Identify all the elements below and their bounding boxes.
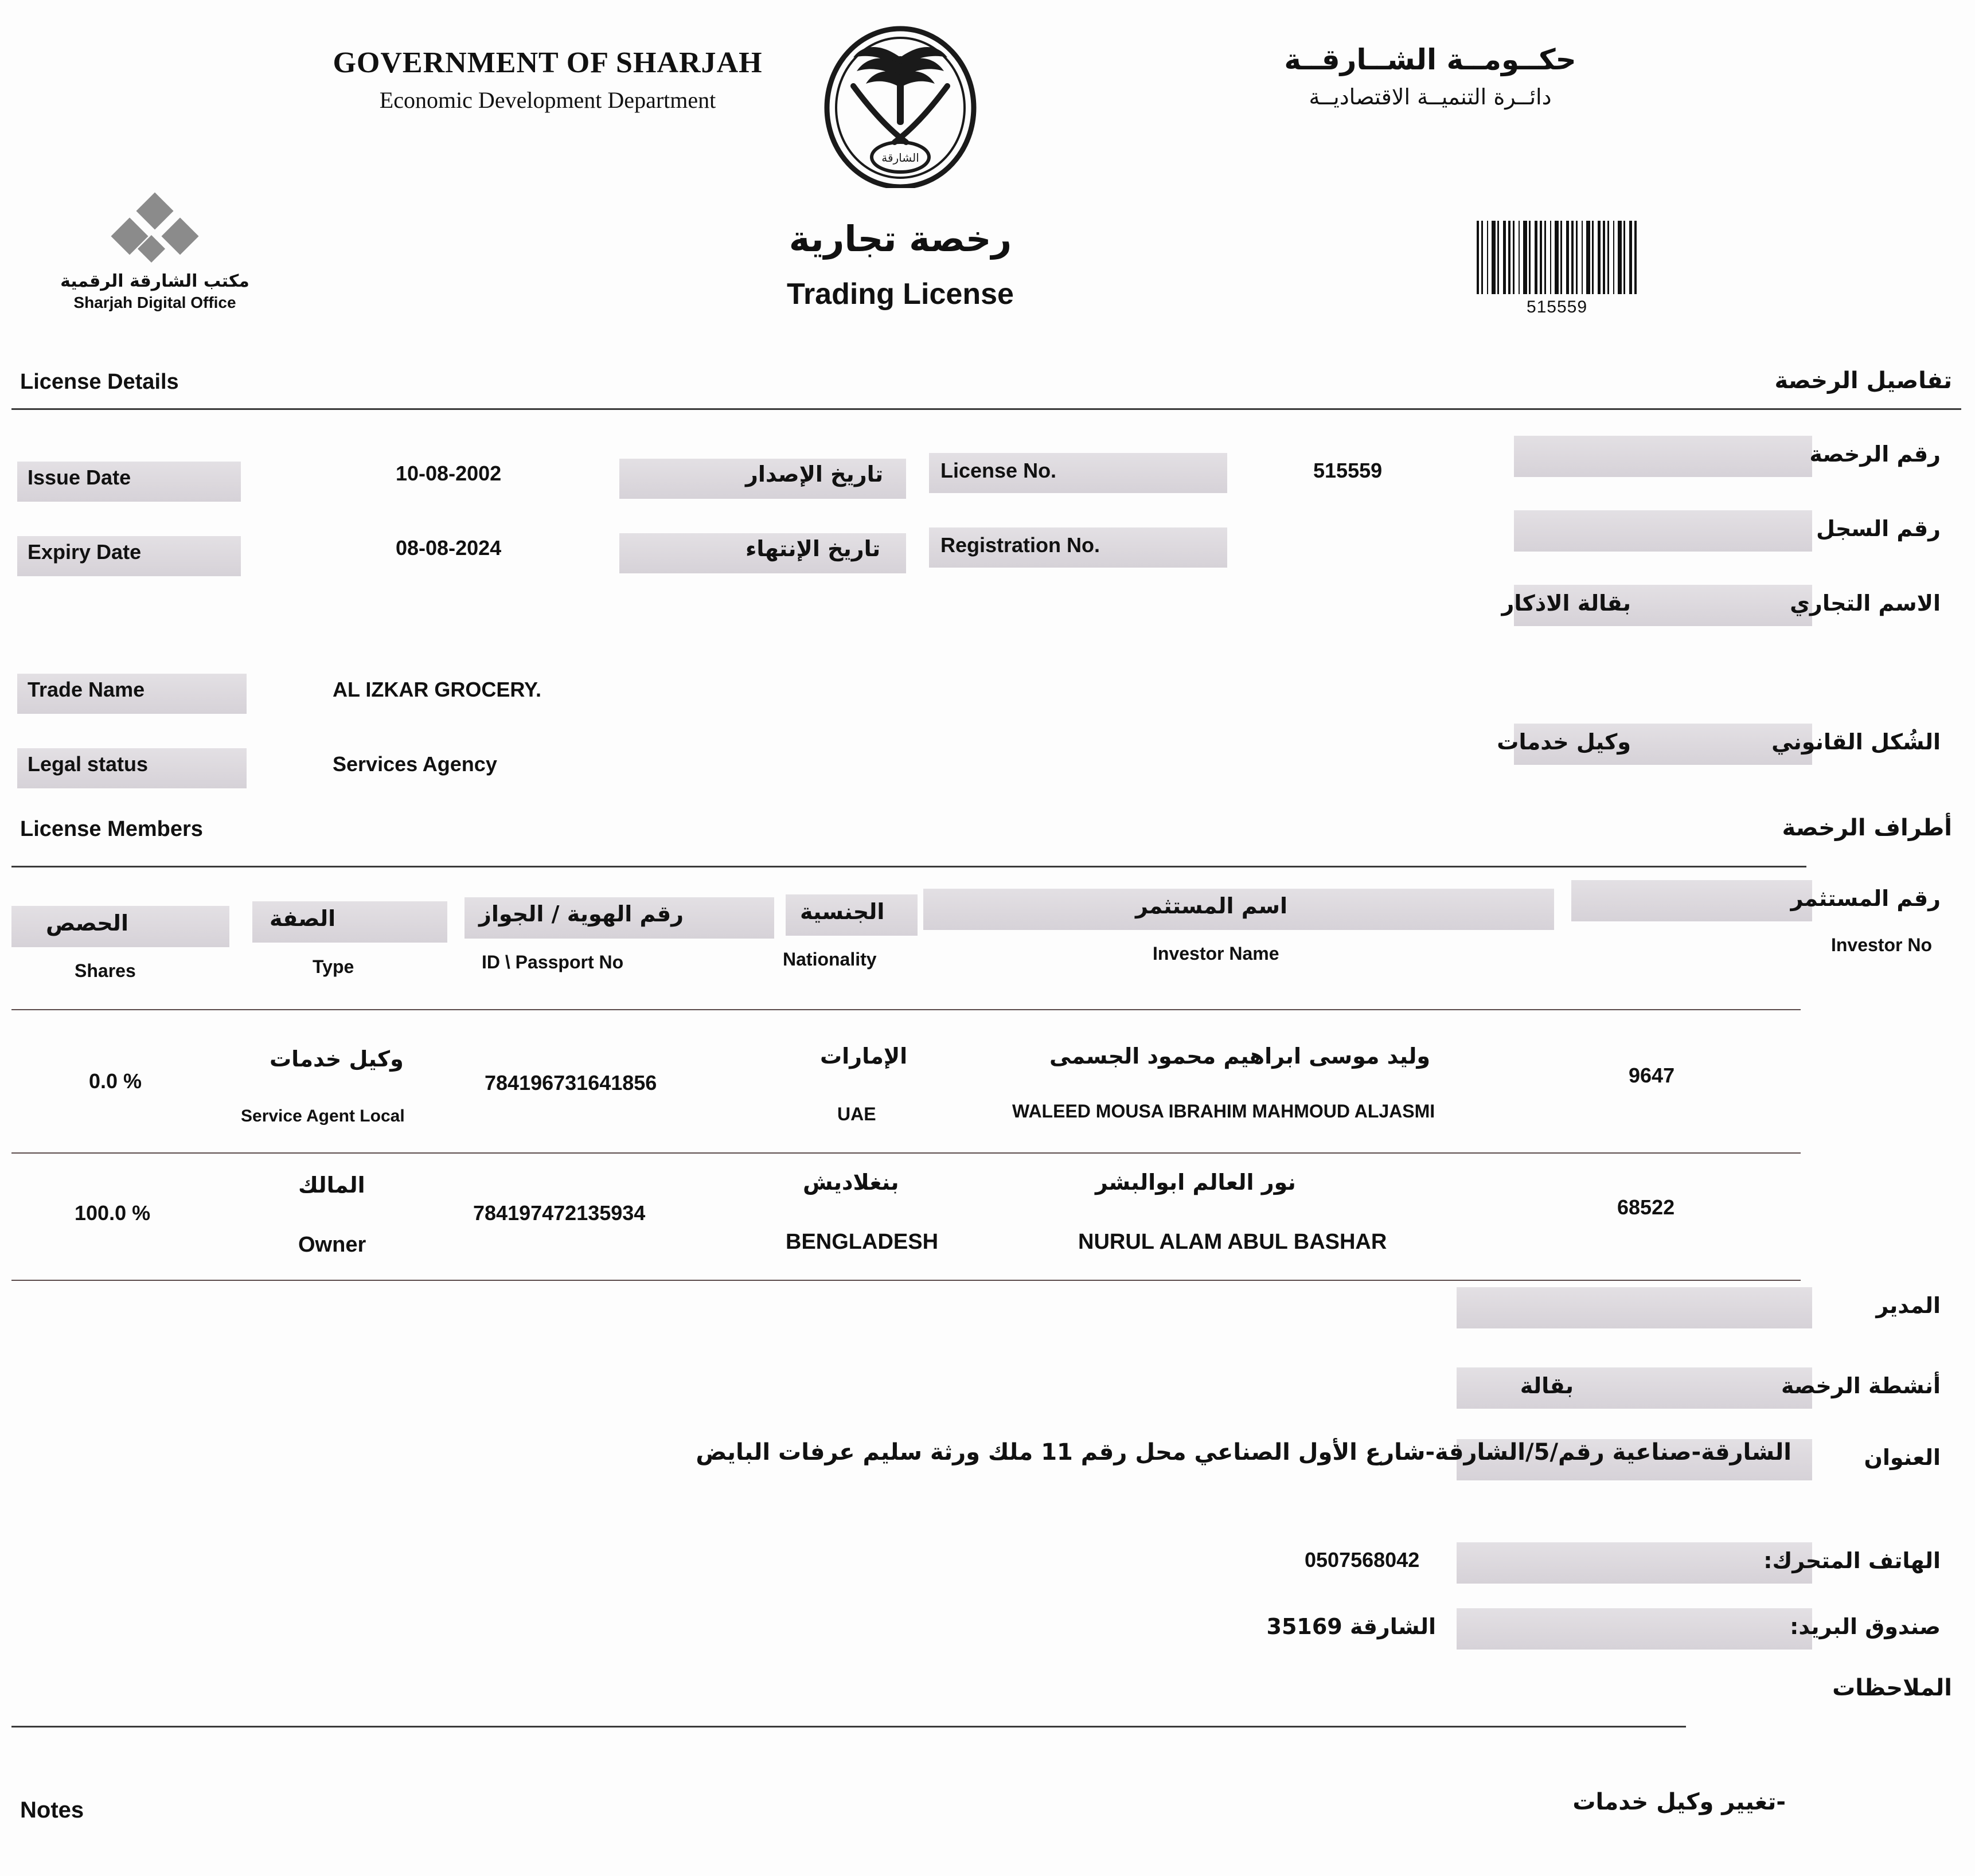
title-arabic: رخصة تجارية [789,218,1012,260]
row2-name-en: NURUL ALAM ABUL BASHAR [1078,1230,1387,1254]
label-expiry-date-ar: تاريخ الإنتهاء [745,536,881,561]
label-manager-ar: المدير [1876,1293,1941,1318]
value-address-ar: الشارقة-صناعية رقم/5/الشارقة-شارع الأول الصناعي محل رقم 11 ملك ورثة سليم عرفات البايض [696,1439,1791,1465]
label-mobile-ar: الهاتف المتحرك: [1763,1548,1941,1573]
col-nationality-ar: الجنسية [800,899,885,924]
row2-type-en: Owner [298,1233,366,1257]
table-divider [11,1280,1801,1281]
gov-en-line1: GOVERNMENT OF SHARJAH [333,46,763,79]
value-trade-name-ar: بقالة الاذكار [1501,591,1631,616]
label-issue-date-en: Issue Date [28,466,131,489]
label-activities-ar: أنشطة الرخصة [1781,1373,1941,1398]
col-investor-name-en: Investor Name [1153,943,1279,964]
document-header [0,17,1975,172]
title-english: Trading License [787,278,1014,311]
chip-license-no-ar [1514,436,1812,477]
barcode [1477,221,1637,317]
gov-ar-line1: حكــومــة الشــارقــة [1284,43,1576,76]
diamond-logo-icon [106,198,204,267]
section-license-details [0,370,1975,404]
col-investor-no-en: Investor No [1830,935,1932,955]
gov-en-line2: Economic Development Department [379,87,716,113]
row2-shares: 100.0 % [75,1201,151,1225]
row2-name-ar: نور العالم ابوالبشر [1095,1170,1296,1195]
sharjah-emblem-icon [820,22,981,188]
value-expiry-date: 08-08-2024 [396,536,502,560]
table-divider [11,1009,1801,1010]
row1-id-no: 784196731641856 [485,1071,657,1095]
value-po-box-ar: الشارقة 35169 [1266,1614,1436,1639]
label-po-box-ar: صندوق البريد: [1790,1614,1941,1639]
label-legal-status-en: Legal status [28,752,149,776]
col-investor-no-ar: رقم المستثمر [1790,886,1941,911]
value-legal-status-en: Services Agency [333,752,497,776]
section-license-details-ar: تفاصيل الرخصة [1774,368,1952,394]
chip-mobile [1457,1542,1812,1584]
row1-shares: 0.0 % [89,1069,142,1093]
section-license-members-ar: أطراف الرخصة [1782,815,1952,841]
value-issue-date: 10-08-2002 [396,462,502,485]
col-type-en: Type [313,956,354,977]
label-address-ar: العنوان [1864,1445,1941,1470]
section-license-members-en: License Members [20,817,203,841]
chip-po-box [1457,1608,1812,1650]
label-legal-status-ar: الشُكل القانوني [1771,729,1941,755]
value-legal-status-ar: وكيل خدمات [1497,729,1631,755]
chip-activities [1457,1367,1812,1409]
row2-id-no: 784197472135934 [473,1201,646,1225]
section-notes [0,1677,1975,1711]
row1-nationality-en: UAE [837,1104,876,1124]
divider [11,408,1961,410]
government-title-ar [1172,43,1688,110]
chip-registration-no-ar [1514,510,1812,552]
label-registration-no-ar: رقم السجل [1816,516,1941,541]
section-notes-ar: الملاحظات [1832,1675,1952,1701]
divider [11,866,1806,867]
col-shares-en: Shares [75,960,136,981]
label-trade-name-ar: الاسم التجاري [1790,591,1941,616]
row1-type-en: Service Agent Local [241,1107,405,1125]
label-registration-no-en: Registration No. [940,533,1100,557]
notes-label-en: Notes [20,1797,84,1823]
label-issue-date-ar: تاريخ الإصدار [745,462,884,487]
row2-nationality-en: BENGLADESH [786,1230,939,1254]
svg-text:الشارقة: الشارقة [881,151,919,165]
col-shares-ar: الحصص [46,910,128,936]
gov-ar-line2: دائــرة التنميــة الاقتصاديــة [1309,84,1552,110]
sharjah-digital-office-logo [34,198,275,312]
section-license-details-en: License Details [20,370,179,394]
row2-nationality-ar: بنغلاديش [803,1170,899,1195]
divider [11,1726,1686,1728]
barcode-number: 515559 [1526,298,1588,316]
chip-manager [1457,1287,1812,1328]
value-mobile: 0507568042 [1305,1548,1420,1572]
row2-investor-no: 68522 [1617,1195,1675,1219]
value-trade-name-en: AL IZKAR GROCERY. [333,678,542,701]
section-license-members [0,817,1975,851]
row1-investor-no: 9647 [1629,1064,1675,1087]
sdo-label-en: Sharjah Digital Office [73,294,236,311]
value-license-no: 515559 [1313,459,1383,482]
chip-col-investor-no [1571,880,1812,921]
row1-nationality-ar: الإمارات [820,1043,908,1069]
label-license-no-ar: رقم الرخصة [1809,441,1941,467]
barcode-bars [1477,221,1637,294]
value-activities-ar: بقالة [1520,1373,1574,1398]
col-type-ar: الصفة [270,906,336,931]
row1-name-ar: وليد موسى ابراهيم محمود الجسمى [1049,1043,1431,1069]
col-investor-name-ar: اسم المستثمر [1135,893,1287,919]
label-license-no-en: License No. [940,459,1057,482]
document-title [642,218,1158,311]
government-title-en [290,46,806,114]
label-expiry-date-en: Expiry Date [28,540,142,564]
col-nationality-en: Nationality [783,949,877,970]
row1-type-ar: وكيل خدمات [270,1046,404,1072]
col-id-no-ar: رقم الهوية / الجواز [479,901,684,927]
row1-name-en: WALEED MOUSA IBRAHIM MAHMOUD ALJASMI [1012,1101,1435,1121]
sdo-label-ar: مكتب الشارقة الرقمية [60,271,249,291]
label-trade-name-en: Trade Name [28,678,145,701]
table-divider [11,1152,1801,1154]
col-id-no-en: ID \ Passport No [482,952,624,972]
notes-text-ar: -تغيير وكيل خدمات [1572,1789,1786,1815]
row2-type-ar: المالك [298,1172,365,1198]
